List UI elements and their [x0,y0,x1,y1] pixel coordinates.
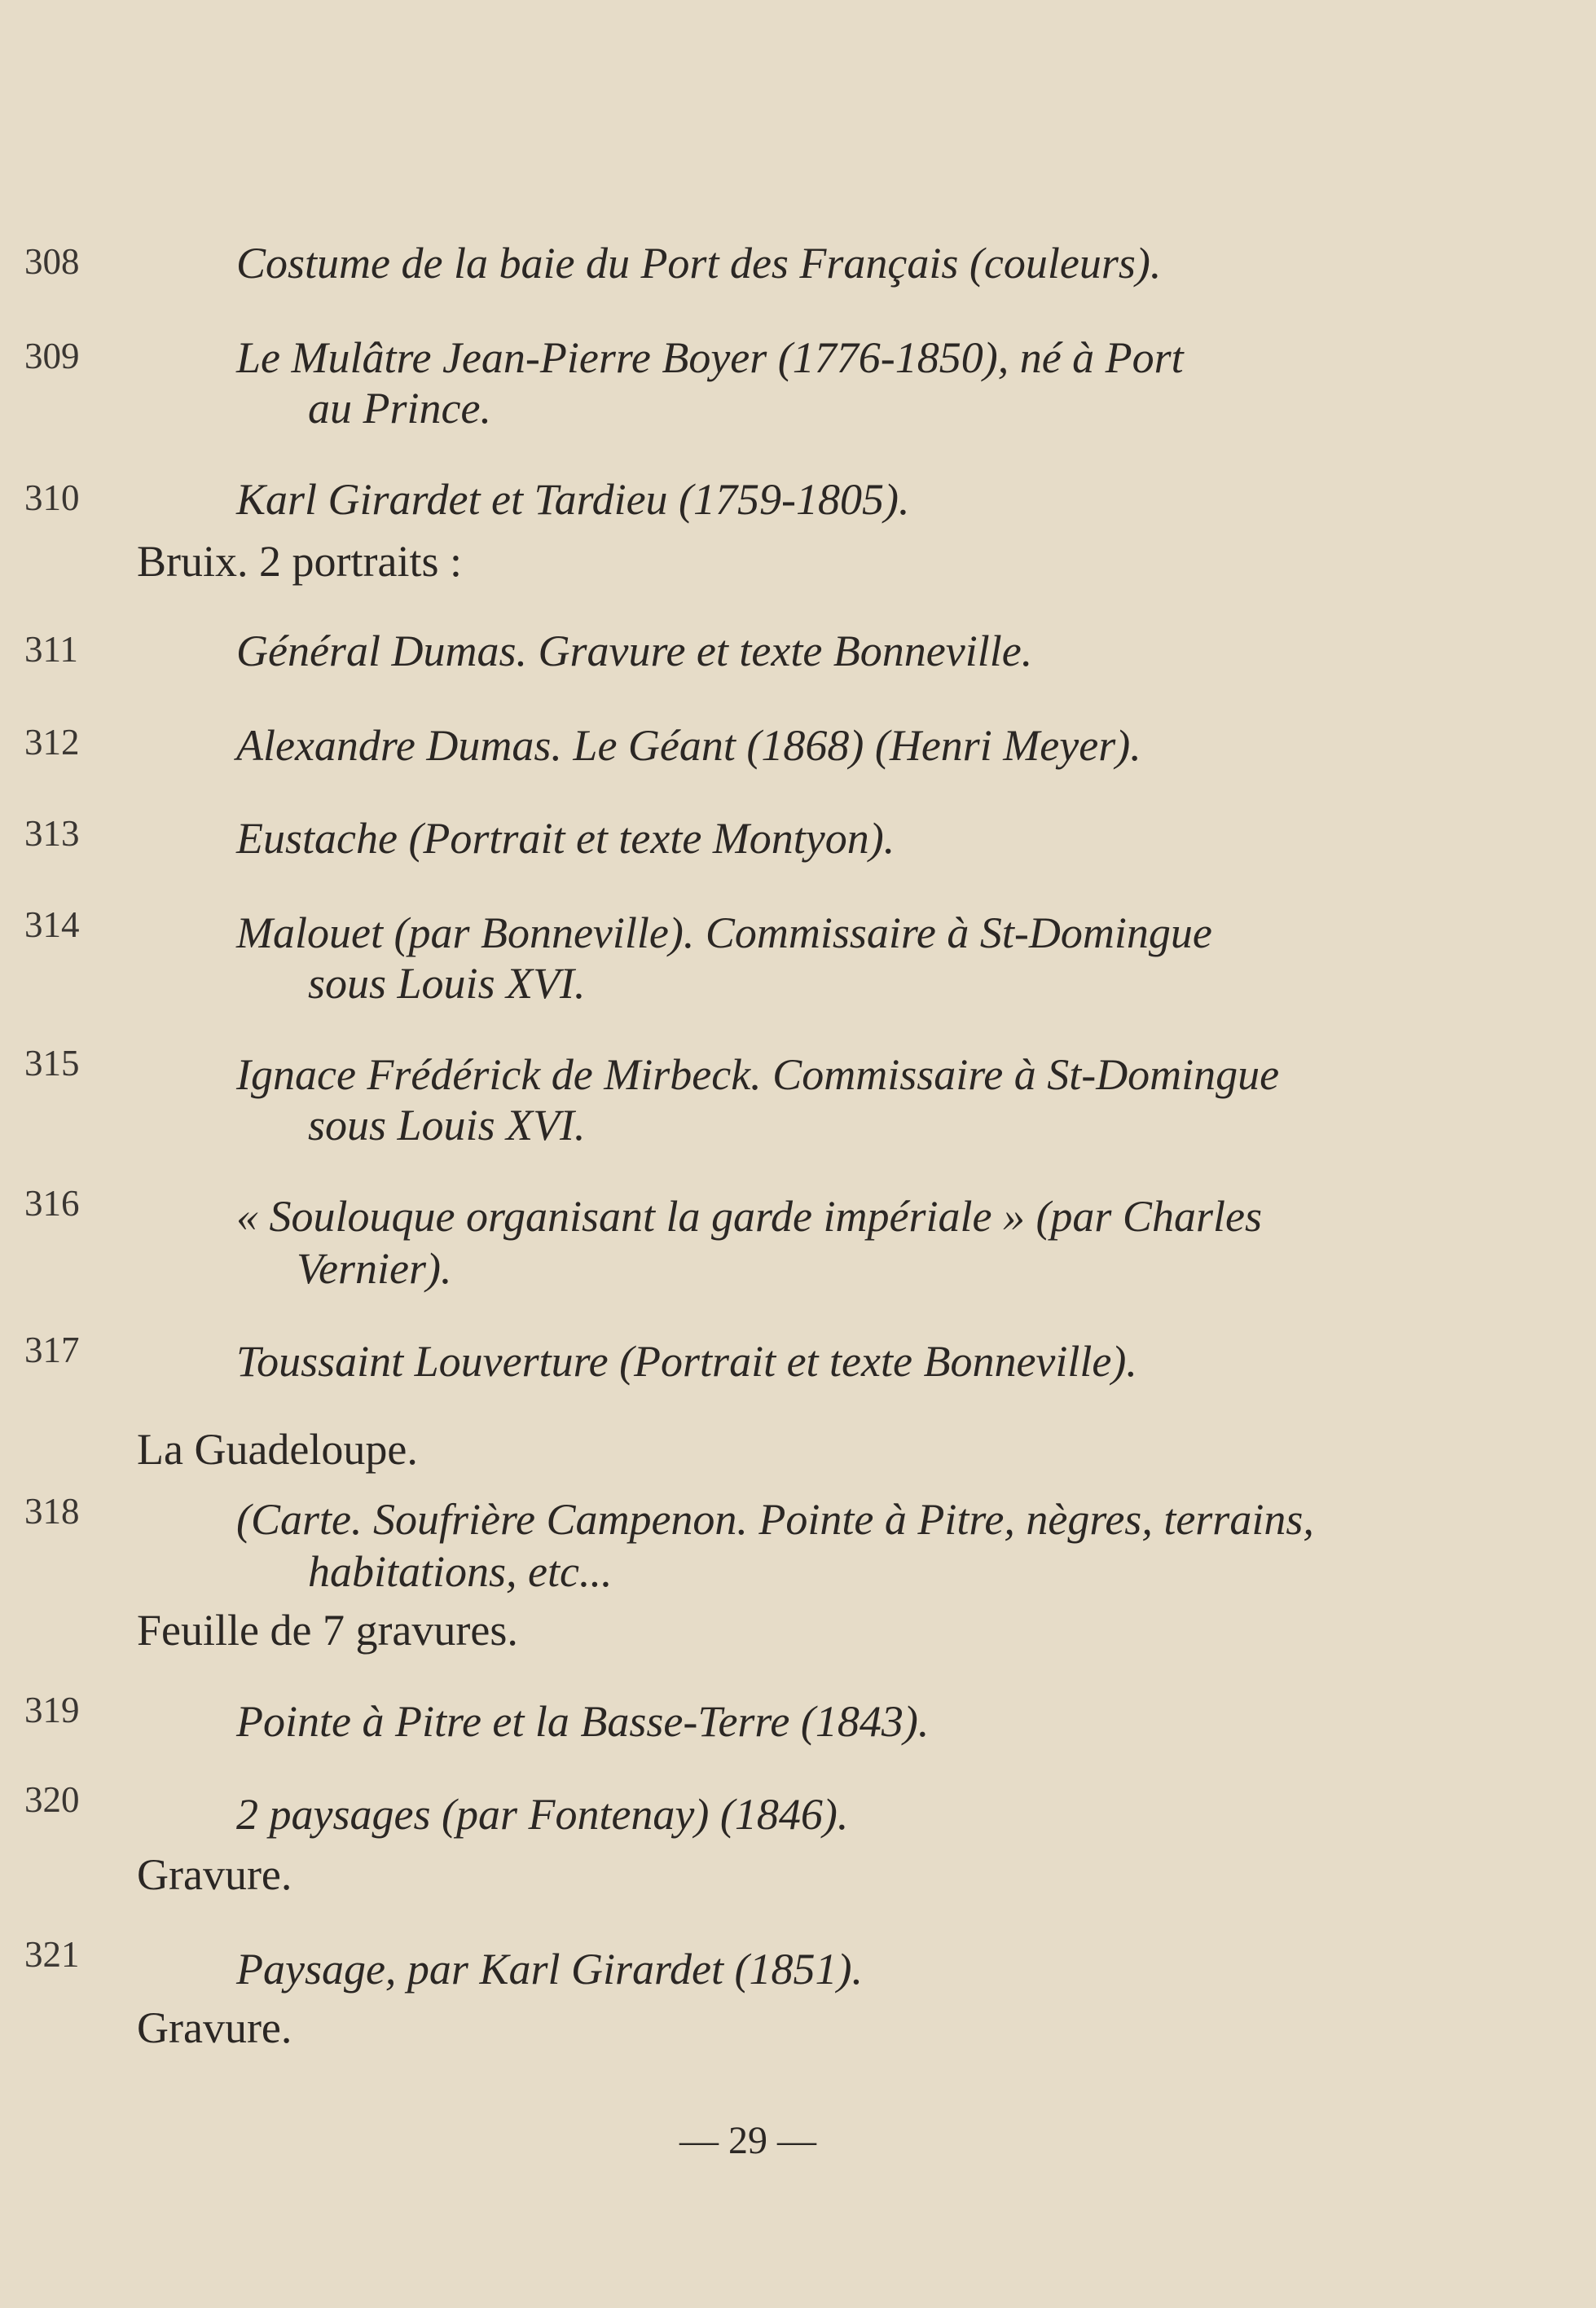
entry-title: Costume de la baie du Port des Français (couleurs). [236,239,1162,288]
entry-title: Karl Girardet et Tardieu (1759-1805). [236,475,910,524]
entry-number: 313 [24,813,80,854]
entry-number: 319 [24,1690,80,1730]
note-feuille: Feuille de 7 gravures. [137,1606,518,1655]
entry-title: Alexandre Dumas. Le Géant (1868) (Henri Meyer). [236,721,1141,770]
entry-title: (Carte. Soufrière Campenon. Pointe à Pitre, nègres, terrains, [236,1495,1314,1544]
entry-number: 321 [24,1934,80,1975]
entry-title: 2 paysages (par Fontenay) (1846). [236,1790,849,1839]
entry-title-continued: sous Louis XVI. [308,1101,586,1150]
entry-title-continued: habitations, etc... [308,1547,613,1596]
entry-title-continued: Vernier). [297,1244,452,1293]
entry-title: Ignace Frédérick de Mirbeck. Commissaire à St-Domingue [236,1050,1280,1099]
entry-number: 314 [24,904,80,945]
note-gravure: Gravure. [137,2003,292,2052]
page-number: — 29 — [679,2119,816,2162]
entry-title: « Soulouque organisant la garde impériale » (par Charles [236,1192,1262,1241]
section-heading-guadeloupe: La Guadeloupe. [137,1425,418,1474]
section-heading-bruix: Bruix. 2 portraits : [137,537,462,586]
entry-number: 310 [24,477,80,518]
entry-number: 316 [24,1183,80,1224]
note-gravure: Gravure. [137,1850,292,1899]
entry-title: Général Dumas. Gravure et texte Bonneville. [236,626,1033,675]
entry-number: 308 [24,241,80,282]
entry-title: Eustache (Portrait et texte Montyon). [236,814,895,863]
entry-number: 311 [24,629,78,670]
entry-title: Paysage, par Karl Girardet (1851). [236,1945,863,1994]
entry-title: Malouet (par Bonneville). Commissaire à St-Domingue [236,908,1212,957]
entry-title: Toussaint Louverture (Portrait et texte Bonneville). [236,1337,1137,1386]
entry-number: 317 [24,1330,80,1370]
entry-title-continued: sous Louis XVI. [308,959,586,1008]
entry-title: Pointe à Pitre et la Basse-Terre (1843). [236,1697,930,1746]
entry-title: Le Mulâtre Jean-Pierre Boyer (1776-1850), né à Port [236,333,1184,382]
entry-title-continued: au Prince. [308,384,491,433]
entry-number: 309 [24,336,80,376]
entry-number: 320 [24,1779,80,1820]
entry-number: 312 [24,722,80,763]
entry-number: 315 [24,1043,80,1084]
entry-number: 318 [24,1491,80,1532]
